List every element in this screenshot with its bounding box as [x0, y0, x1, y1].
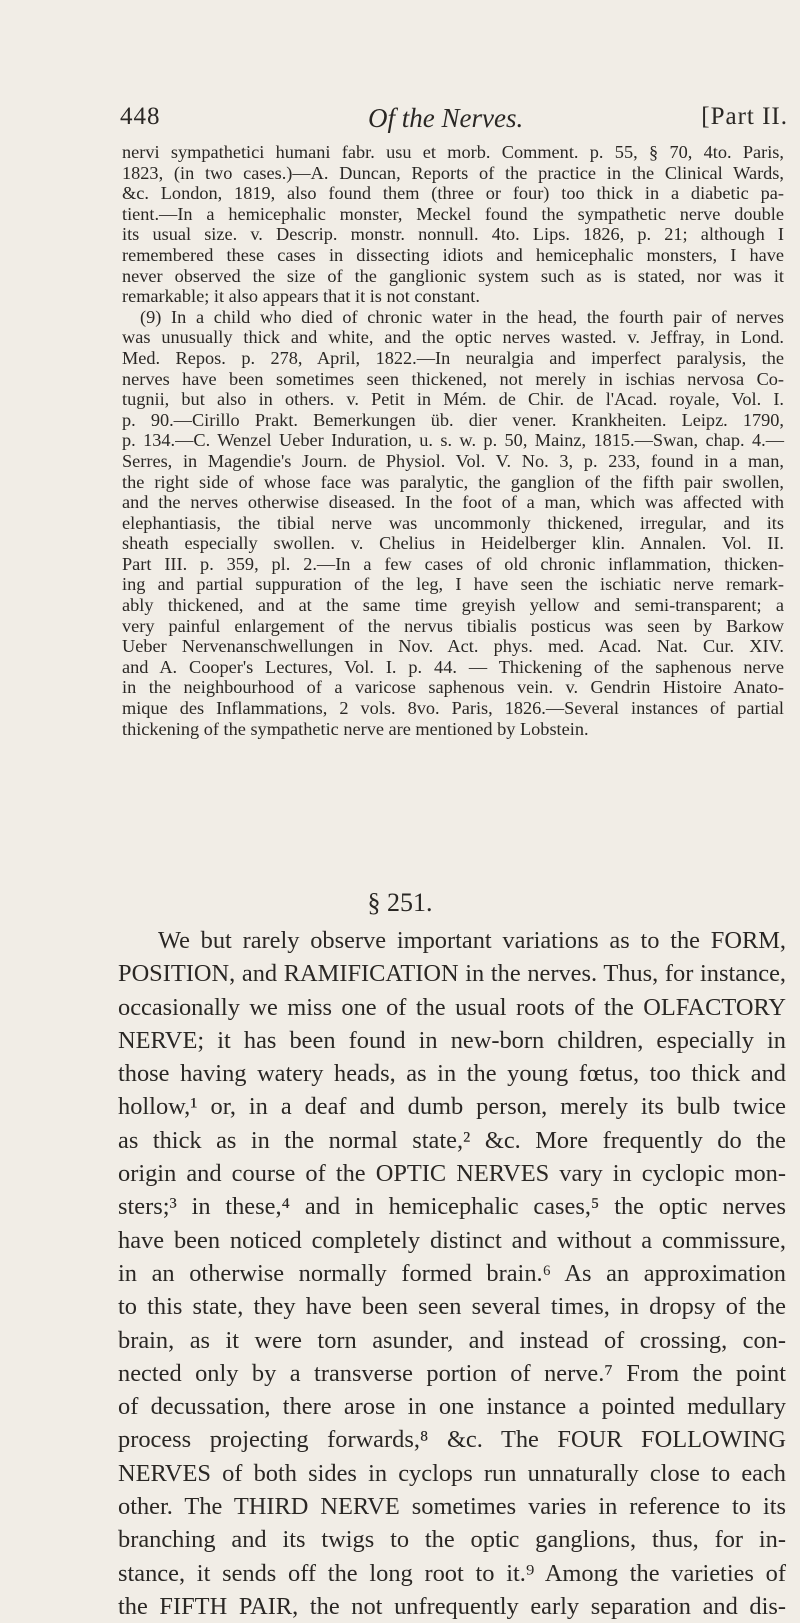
note-line: was unusually thick and white, and the optic nerves wasted. v. Jeffray, in Lond.: [122, 327, 784, 348]
note-line: ably thickened, and at the same time greyish yellow and semi-transparent; a: [122, 595, 784, 616]
body-line: as thick as in the normal state,² &c. More frequently do the: [118, 1126, 786, 1154]
note-line: elephantiasis, the tibial nerve was uncommonly thickened, irregular, and its: [122, 512, 784, 533]
note-line: never observed the size of the ganglionic system such as is stated, nor was it: [122, 265, 784, 286]
note-line: sheath especially swollen. v. Chelius in Heidelberger klin. Annalen. Vol. II.: [122, 533, 784, 554]
body-line: nected only by a transverse portion of nerve.⁷ From the point: [118, 1359, 786, 1387]
body-line: stance, it sends off the long root to it.⁹ Among the varieties of: [118, 1559, 786, 1587]
part-label: [Part II.: [701, 103, 788, 130]
note-line: remembered these cases in dissecting idiots and hemicephalic monsters, I have: [122, 244, 784, 265]
note-line: very painful enlargement of the nervus tibialis posticus was seen by Barkow: [122, 615, 784, 636]
body-line: the FIFTH PAIR, the not unfrequently early separation and dis-: [118, 1592, 786, 1620]
body-line: hollow,¹ or, in a deaf and dumb person, merely its bulb twice: [118, 1093, 786, 1121]
body-line: POSITION, and RAMIFICATION in the nerves. Thus, for instance,: [118, 960, 786, 988]
note-line: remarkable; it also appears that it is not constant.: [122, 286, 480, 307]
body-line: We but rarely observe important variations as to the FORM,: [158, 927, 786, 954]
note-line: mique des Inflammations, 2 vols. 8vo. Paris, 1826.—Several instances of partial: [122, 698, 784, 719]
note-line: the right side of whose face was paralytic, the ganglion of the fifth pair swollen,: [122, 471, 784, 492]
note-line: its usual size. v. Descrip. monstr. nonnull. 4to. Lips. 1826, p. 21; although I: [122, 224, 784, 245]
body-line: NERVE; it has been found in new-born children, especially in: [118, 1026, 786, 1054]
note-line: &c. London, 1819, also found them (three or four) too thick in a diabetic pa-: [122, 183, 784, 204]
body-line: sters;³ in these,⁴ and in hemicephalic cases,⁵ the optic nerves: [118, 1193, 786, 1221]
note-line: thickening of the sympathetic nerve are mentioned by Lobstein.: [122, 718, 589, 739]
section-heading: § 251.: [367, 888, 433, 917]
note-line: nerves have been sometimes seen thickened, not merely in ischias nervosa Co-: [122, 368, 784, 389]
body-line: have been noticed completely distinct and without a commissure,: [118, 1226, 786, 1254]
body-line: those having watery heads, as in the young fœtus, too thick and: [118, 1060, 786, 1088]
body-line: in an otherwise normally formed brain.⁶ As an approximation: [118, 1259, 786, 1287]
body-line: other. The THIRD NERVE sometimes varies in reference to its: [118, 1493, 786, 1521]
note-line: Part III. p. 359, pl. 2.—In a few cases of old chronic inflammation, thicken-: [122, 553, 784, 574]
note-line: p. 134.—C. Wenzel Ueber Induration, u. s. w. p. 50, Mainz, 1815.—Swan, chap. 4.—: [122, 430, 784, 451]
body-line: branching and its twigs to the optic ganglions, thus, for in-: [118, 1526, 786, 1554]
body-line: brain, as it were torn asunder, and instead of crossing, con-: [118, 1326, 786, 1354]
note-line: and A. Cooper's Lectures, Vol. I. p. 44. — Thickening of the saphenous nerve: [122, 656, 784, 677]
running-header: [120, 103, 788, 135]
body-text: [118, 924, 786, 1623]
note-line: tugnii, but also in others. v. Petit in Mém. de Chir. de l'Acad. royale, Vol. I.: [122, 389, 784, 410]
note-line: p. 90.—Cirillo Prakt. Bemerkungen üb. dier vener. Krankheiten. Leipz. 1790,: [122, 409, 784, 430]
body-line: occasionally we miss one of the usual roots of the OLFACTORY: [118, 993, 786, 1021]
body-line: to this state, they have been seen several times, in dropsy of the: [118, 1293, 786, 1321]
note-line: 1823, (in two cases.)—A. Duncan, Reports of the practice in the Clinical Wards,: [122, 162, 784, 183]
note-line: Serres, in Magendie's Journ. de Physiol. Vol. V. No. 3, p. 233, found in a man,: [122, 450, 784, 471]
note-line: Med. Repos. p. 278, April, 1822.—In neuralgia and imperfect paralysis, the: [122, 347, 784, 368]
body-line: process projecting forwards,⁸ &c. The FOUR FOLLOWING: [118, 1426, 786, 1454]
body-line: NERVES of both sides in cyclops run unnaturally close to each: [118, 1459, 786, 1487]
note-line: nervi sympathetici humani fabr. usu et morb. Comment. p. 55, § 70, 4to. Paris,: [122, 142, 784, 162]
note-line: tient.—In a hemicephalic monster, Meckel found the sympathetic nerve double: [122, 203, 784, 224]
note-line: in the neighbourhood of a varicose saphenous vein. v. Gendrin Histoire Anato-: [122, 677, 784, 698]
page-number: 448: [120, 103, 161, 130]
running-title: Of the Nerves.: [368, 103, 524, 133]
body-line: of decussation, there arose in one instance a pointed medullary: [118, 1393, 786, 1421]
body-line: origin and course of the OPTIC NERVES vary in cyclopic mon-: [118, 1160, 786, 1188]
note-line: and the nerves otherwise diseased. In the foot of a man, which was affected with: [122, 492, 784, 513]
note-line: Ueber Nervenanschwellungen in Nov. Act. phys. med. Acad. Nat. Cur. XIV.: [122, 636, 784, 657]
footnotes-block: [122, 142, 784, 739]
note-line: (9) In a child who died of chronic water in the head, the fourth pair of nerves: [140, 306, 784, 327]
note-line: ing and partial suppuration of the leg, I have seen the ischiatic nerve remark-: [122, 574, 784, 595]
